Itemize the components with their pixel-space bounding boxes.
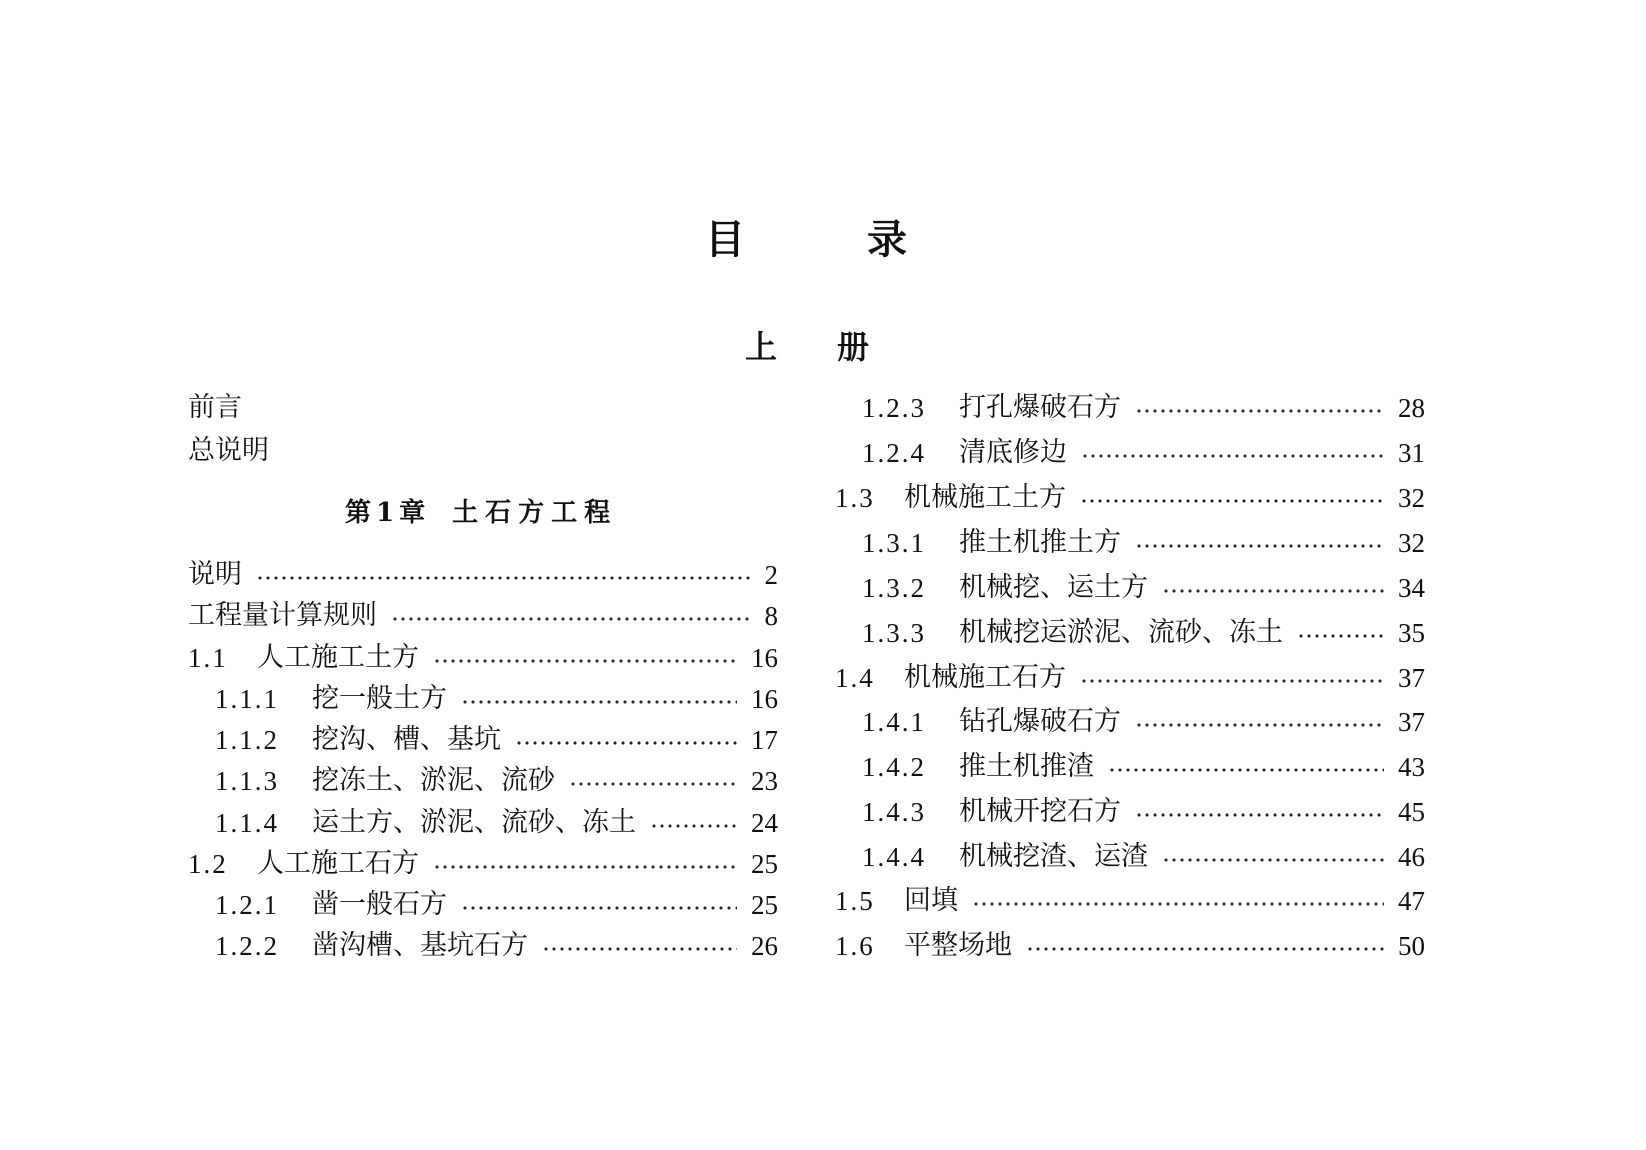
chapter-title: 土石方工程 [452, 498, 618, 528]
dot-leader [433, 641, 737, 675]
toc-entry [835, 884, 1425, 918]
toc-entry-number: 1.3.3 [862, 618, 926, 648]
page-title: 目录 [705, 216, 1029, 263]
toc-entry-page: 8 [764, 601, 778, 631]
toc-entry-title: 人工施工石方 [257, 848, 419, 879]
toc-entry-number: 1.2.2 [215, 931, 279, 961]
toc-entry-title: 机械开挖石方 [959, 796, 1121, 827]
toc-entry-title: 机械施工石方 [904, 662, 1066, 693]
toc-entry [188, 599, 778, 633]
toc-entry [188, 929, 778, 963]
toc-entry-number: 1.1.4 [215, 808, 279, 838]
toc-entry [188, 764, 778, 798]
dot-leader [461, 888, 737, 922]
toc-entry-page: 43 [1398, 752, 1425, 782]
toc-entry-number: 1.4 [835, 663, 875, 693]
toc-entry-number: 1.1.1 [215, 684, 279, 714]
toc-entry-page: 32 [1398, 528, 1425, 558]
toc-entry-number: 1.2.3 [862, 393, 926, 423]
toc-entry-page: 28 [1398, 393, 1425, 423]
toc-entry [188, 723, 778, 757]
toc-entry-title: 工程量计算规则 [188, 600, 377, 631]
toc-entry-page: 37 [1398, 663, 1425, 693]
toc-entry [835, 929, 1425, 963]
toc-entry-page: 16 [751, 684, 778, 714]
toc-entry-page: 25 [751, 849, 778, 879]
toc-entry-number: 1.1.3 [215, 766, 279, 796]
toc-entry-number: 1.2 [188, 849, 228, 879]
toc-entry-page: 16 [751, 643, 778, 673]
dot-leader [1135, 391, 1384, 425]
toc-entry-title: 挖冻土、淤泥、流砂 [312, 765, 555, 796]
dot-leader [1162, 571, 1384, 605]
toc-entry [835, 616, 1425, 650]
toc-entry-title: 挖一般土方 [312, 683, 447, 714]
toc-entry [188, 806, 778, 840]
toc-entry-number: 1.1.2 [215, 725, 279, 755]
toc-entry [835, 571, 1425, 605]
dot-leader [1108, 750, 1384, 784]
toc-entry-page: 24 [751, 808, 778, 838]
volume-title: 上册 [745, 328, 930, 366]
dot-leader [256, 558, 751, 592]
toc-entry-number: 1.4.1 [862, 707, 926, 737]
toc-entry [835, 481, 1425, 515]
toc-entry-title: 运土方、淤泥、流砂、冻土 [312, 807, 636, 838]
toc-entry-title: 清底修边 [959, 437, 1067, 468]
toc-entry-number: 1.6 [835, 931, 875, 961]
toc-entry-page: 17 [751, 725, 778, 755]
toc-entry-title: 机械施工土方 [904, 482, 1066, 513]
toc-entry-number: 1.3.2 [862, 573, 926, 603]
toc-entry-title: 回填 [904, 885, 958, 916]
toc-entry-title: 机械挖渣、运渣 [959, 841, 1148, 872]
dot-leader [515, 723, 737, 757]
toc-entry-number: 1.2.4 [862, 438, 926, 468]
toc-entry [188, 558, 778, 592]
toc-entry-page: 31 [1398, 438, 1425, 468]
dot-leader [1297, 616, 1384, 650]
toc-entry-title: 推土机推渣 [959, 751, 1094, 782]
dot-leader [1135, 526, 1384, 560]
dot-leader [391, 599, 751, 633]
toc-entry [188, 641, 778, 675]
dot-leader [972, 884, 1384, 918]
toc-entry-title: 机械挖、运土方 [959, 572, 1148, 603]
toc-entry-page: 46 [1398, 842, 1425, 872]
toc-entry-title: 机械挖运淤泥、流砂、冻土 [959, 617, 1283, 648]
toc-entry [835, 526, 1425, 560]
toc-entry-number: 1.5 [835, 886, 875, 916]
dot-leader [1080, 481, 1384, 515]
toc-entry-page: 45 [1398, 797, 1425, 827]
dot-leader [1026, 929, 1384, 963]
toc-entry-page: 34 [1398, 573, 1425, 603]
toc-entry-title: 人工施工土方 [257, 642, 419, 673]
chapter-label: 第1章 [345, 498, 431, 528]
dot-leader [650, 806, 737, 840]
toc-entry-title: 说明 [188, 559, 242, 590]
toc-entry [188, 888, 778, 922]
toc-entry-page: 23 [751, 766, 778, 796]
toc-entry [835, 391, 1425, 425]
toc-entry-number: 1.3.1 [862, 528, 926, 558]
dot-leader [461, 682, 737, 716]
toc-entry [835, 436, 1425, 470]
toc-entry-number: 1.1 [188, 643, 228, 673]
toc-entry-title: 推土机推土方 [959, 527, 1121, 558]
toc-entry [835, 840, 1425, 874]
front-matter-general-notes: 总说明 [188, 435, 269, 466]
dot-leader [1080, 661, 1384, 695]
dot-leader [1081, 436, 1384, 470]
toc-entry-page: 37 [1398, 707, 1425, 737]
dot-leader [1162, 840, 1384, 874]
toc-entry-page: 2 [764, 560, 778, 590]
toc-entry [835, 795, 1425, 829]
toc-entry-title: 打孔爆破石方 [959, 392, 1121, 423]
chapter-heading [345, 496, 617, 530]
toc-entry-page: 35 [1398, 618, 1425, 648]
toc-entry [835, 705, 1425, 739]
toc-entry [835, 750, 1425, 784]
toc-entry-title: 凿一般石方 [312, 889, 447, 920]
toc-entry-title: 平整场地 [904, 930, 1012, 961]
toc-entry-page: 32 [1398, 483, 1425, 513]
toc-entry-title: 凿沟槽、基坑石方 [312, 930, 528, 961]
front-matter-preface: 前言 [188, 392, 242, 423]
toc-entry-number: 1.4.4 [862, 842, 926, 872]
toc-entry-page: 26 [751, 931, 778, 961]
toc-entry [188, 682, 778, 716]
toc-entry-page: 25 [751, 890, 778, 920]
toc-entry-number: 1.3 [835, 483, 875, 513]
toc-entry-number: 1.2.1 [215, 890, 279, 920]
dot-leader [1135, 705, 1384, 739]
toc-entry [188, 847, 778, 881]
toc-entry-page: 50 [1398, 931, 1425, 961]
dot-leader [433, 847, 737, 881]
toc-entry [835, 661, 1425, 695]
dot-leader [1135, 795, 1384, 829]
toc-entry-title: 钻孔爆破石方 [959, 706, 1121, 737]
dot-leader [569, 764, 737, 798]
toc-entry-number: 1.4.3 [862, 797, 926, 827]
toc-entry-page: 47 [1398, 886, 1425, 916]
dot-leader [542, 929, 737, 963]
toc-entry-number: 1.4.2 [862, 752, 926, 782]
toc-entry-title: 挖沟、槽、基坑 [312, 724, 501, 755]
